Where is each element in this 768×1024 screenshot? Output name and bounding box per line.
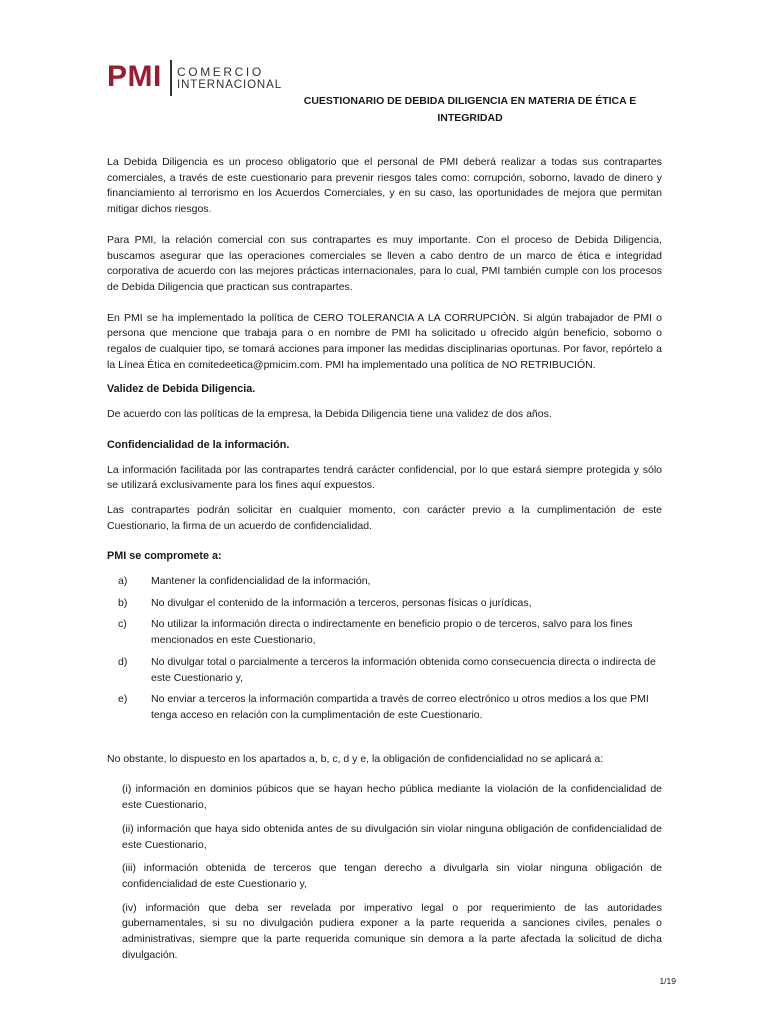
list-marker: a) [118, 575, 128, 588]
list-item-text: No divulgar el contenido de la información a terceros, personas físicas o jurídicas, [151, 596, 532, 609]
document-body [107, 155, 662, 971]
exceptions-lead: No obstante, lo dispuesto en los apartados a, b, c, d y e, la obligación de confidencialidad no se aplicará a: [107, 752, 604, 765]
list-item-text: No enviar a terceros la información compartida a través de correo electrónico u otros medios a los que PMI tenga acceso en relación con la cumplimentación de este Cuestionario. [151, 693, 649, 721]
list-marker: c) [118, 618, 127, 631]
intro-paragraph-2: Para PMI, la relación comercial con sus contrapartes es muy importante. Con el proceso de Debida Diligencia, buscamos asegurar que las operaciones comerciales se lleven a cabo dentro de un marco de ética e integridad corporativa de acuerdo con las mejores prácticas internacionales, para lo cual, PMI también cumple con los procesos de Debida Diligencia que practican sus contrapartes. [107, 233, 662, 293]
document-title: CUESTIONARIO DE DEBIDA DILIGENCIA EN MATERIA DE ÉTICA E INTEGRIDAD [303, 95, 637, 124]
page-number: 1/19 [659, 976, 676, 986]
exception-item-1: (i) información en dominios púbicos que se hayan hecho pública mediante la violación de la confidencialidad de este Cuestionario, [122, 783, 662, 812]
list-item [107, 617, 662, 648]
list-marker: b) [118, 596, 128, 609]
exception-item-4: (iv) información que deba ser revelada por imperativo legal o por requerimiento de las autoridades gubernamentales, si su no divulgación pudiera exponer a la parte requerida a sanciones civiles, penales o administrativas, siempre que la parte requerida comunique sin demora a la parte afectada la solicitud de dicha divulgación. [122, 901, 662, 961]
commitment-list [107, 574, 662, 724]
logo-brand: PMI [107, 60, 162, 93]
list-item-text: Mantener la confidencialidad de la información, [151, 575, 371, 588]
logo-line1: COMERCIO [177, 65, 264, 79]
validity-text: De acuerdo con las políticas de la empresa, la Debida Diligencia tiene una validez de dos años. [107, 408, 552, 421]
confidentiality-heading: Confidencialidad de la información. [107, 438, 290, 451]
intro-paragraph-1: La Debida Diligencia es un proceso obligatorio que el personal de PMI deberá realizar a todas sus contrapartes comerciales, a través de este cuestionario para prevenir riesgos tales como: corrupción, soborno, lavado de dinero y financiamiento al terrorismo en los Acuerdos Comerciales, y en su caso, las oportunidades de mejora que permitan mitigar dichos riesgos. [107, 156, 662, 216]
logo-divider [170, 60, 172, 96]
confidentiality-paragraph-2: Las contrapartes podrán solicitar en cualquier momento, con carácter previo a la cumplimentación de este Cuestionario, la firma de un acuerdo de confidencialidad. [107, 503, 662, 532]
list-item [107, 692, 662, 723]
list-marker: e) [118, 693, 128, 706]
list-item [107, 655, 662, 686]
logo-line2: INTERNACIONAL [177, 79, 282, 91]
list-item-text: No divulgar total o parcialmente a terceros la información obtenida como consecuencia directa o indirecta de este Cuestionario y, [151, 655, 656, 684]
intro-paragraph-3: En PMI se ha implementado la política de CERO TOLERANCIA A LA CORRUPCIÓN. Si algún trabajador de PMI o persona que mencione que trabaja para o en nombre de PMI ha solicitado u ofrecido algún beneficio, soborno o regalos de cualquier tipo, se tomará acciones para imponer las medidas disciplinarias oportunas. Por favor, repórtelo a la Línea Ética en comitedeetica@pmicim.com. PMI ha implementado una política de NO RETRIBUCIÓN. [107, 311, 662, 371]
list-item [107, 574, 662, 590]
exception-item-3: (iii) información obtenida de terceros que tengan derecho a divulgarla sin violar ninguna obligación de confidencialidad de este Cuestionario y, [122, 862, 662, 890]
confidentiality-paragraph-1: La información facilitada por las contrapartes tendrá carácter confidencial, por lo que estará siempre protegida y sólo se utilizará exclusivamente para los fines aquí expuestos. [107, 463, 662, 492]
commitment-heading: PMI se compromete a: [107, 550, 222, 563]
validity-heading: Validez de Debida Diligencia. [107, 383, 256, 396]
list-item-text: No utilizar la información directa o indirectamente en beneficio propio o de terceros, salvo para los fines mencionados en este Cuestionario, [151, 618, 633, 647]
list-item [107, 596, 662, 612]
exception-item-2: (ii) información que haya sido obtenida antes de su divulgación sin violar ninguna obligación de confidencialidad de este Cuestionario, [122, 822, 662, 851]
list-marker: d) [118, 655, 128, 668]
